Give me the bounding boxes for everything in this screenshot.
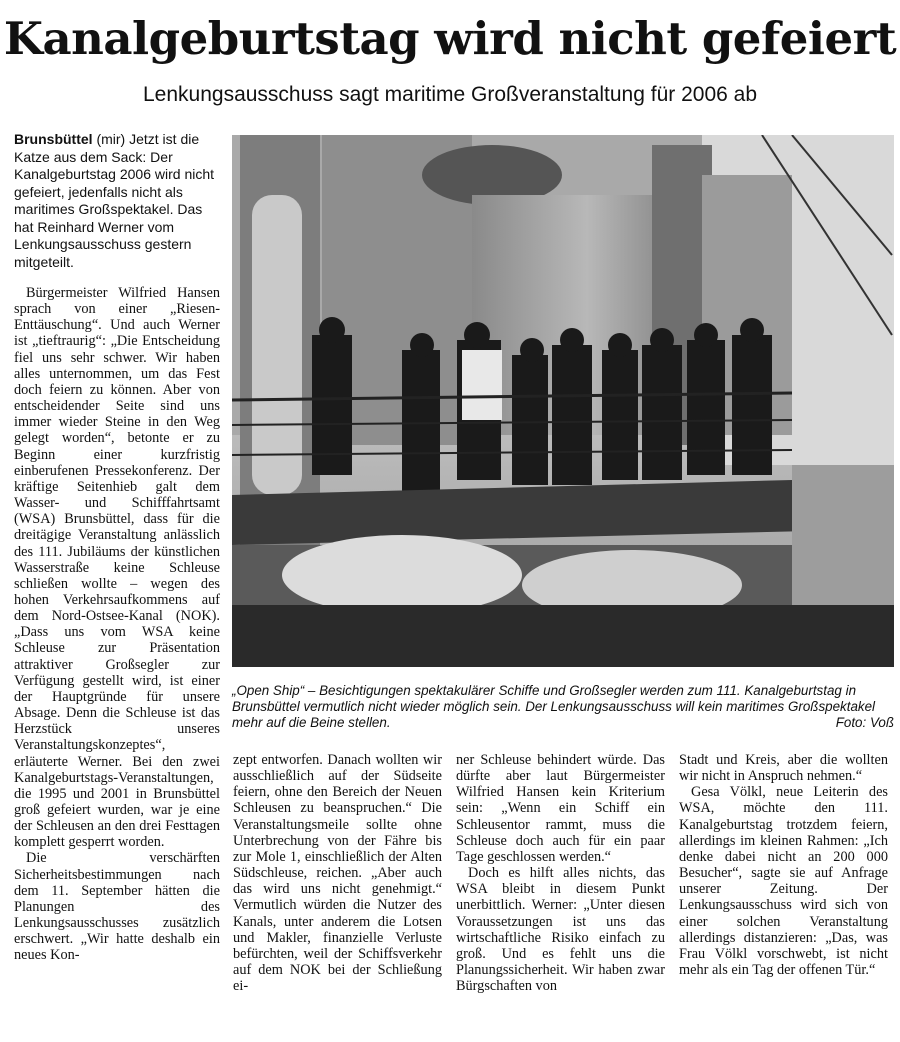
article-column-4: [679, 752, 888, 978]
article-column-2: [233, 752, 442, 994]
photo-caption: [232, 683, 894, 732]
headline: Kanalgeburtstag wird nicht gefeiert: [3, 12, 897, 65]
article-column-1: [14, 285, 220, 964]
caption-text: „Open Ship“ – Besichtigungen spektakulärer Schiffe und Großsegler werden zum 111. Kanalgeburtstag in Brunsbüttel vermutlich nicht wieder möglich sein. Der Lenkungsausschuss will kein maritimes Großspektakel mehr auf die Beine stellen.: [232, 683, 876, 731]
article-column-3: [456, 752, 665, 994]
body-paragraph: Stadt und Kreis, aber die wollten wir nicht in Anspruch nehmen.“: [679, 752, 888, 785]
body-paragraph: Doch es hilft alles nichts, das WSA bleibt in diesem Punkt unerbittlich. Werner: „Unter diesen Voraussetzungen ist uns das wirtschaftliche Risiko einfach zu groß. Und es fehlt uns die Planungssicherheit. Wir haben zwar Bürgschaften von: [456, 865, 665, 995]
ship-photo: [232, 135, 894, 667]
lead-paragraph: [14, 131, 220, 271]
body-paragraph: Die verschärften Sicherheitsbestimmungen nach dem 11. September hätten die Planungen des Lenkungsausschusses zusätzlich erschwert. „Wir hatte deshalb ein neues Kon-: [14, 850, 220, 964]
body-paragraph: Gesa Völkl, neue Leiterin des WSA, möchte den 111. Kanalgeburtstag trotzdem feiern, allerdings im kleinen Rahmen: „Ich denke dabei nicht an 200 000 Besucher“, sagte sie auf Anfrage unserer Zeitung. Der Lenkungsausschuss wird sich von einer solchen Veranstaltung allerdings distanzieren: „Das, was Frau Völkl vorschwebt, ist nicht mehr als ein Tag der offenen Tür.“: [679, 784, 888, 979]
photo-credit: Foto: Voß: [835, 715, 894, 731]
body-paragraph: ner Schleuse behindert würde. Das dürfte aber laut Bürgermeister Wilfried Hansen kein Kriterium sein: „Wenn ein Schiff ein Schleusentor rammt, muss die Schleuse doch auch für ein paar Tage geschlossen werden.“: [456, 752, 665, 865]
lead-text: (mir) Jetzt ist die Katze aus dem Sack: Der Kanalgeburtstag 2006 wird nicht gefeiert, jedenfalls nicht als maritimes Großspektakel. Das hat Reinhard Werner vom Lenkungsausschuss gestern mitgeteilt.: [14, 131, 215, 270]
dateline: Brunsbüttel: [14, 131, 93, 147]
subheadline: Lenkungsausschuss sagt maritime Großveranstaltung für 2006 ab: [143, 83, 757, 106]
body-paragraph: zept entworfen. Danach wollten wir ausschließlich auf der Südseite feiern, ohne den Bereich der Neuen Schleusen zu beanspruchen.“ Die Veranstaltungsmeile sollte ohne Unterbrechung von der Fähre bis zur Mole 1, einschließlich der Alten Südschleuse, reichen. „Aber auch das wird uns nicht genehmigt.“ Vermutlich würden die Nutzer des Kanals, unter anderem die Lotsen und Makler, finanzielle Verluste befürchten, weil der Schiffsverkehr auf dem NOK bei der Schließung ei-: [233, 752, 442, 995]
body-paragraph: Bürgermeister Wilfried Hansen sprach von einer „Riesen-Enttäuschung“. Und auch Werner ist „tieftraurig“: „Die Entscheidung fiel uns sehr schwer. Wir haben alles unternommen, um das Fest doch feiern zu können. Aber von entscheidender Seite sind uns immer wieder Steine in den Weg gelegt worden“, betonte er zu Beginn einer kurzfristig einberufenen Pressekonferenz. Der kräftige Seitenhieb galt dem Wasser- und Schifffahrtsamt (WSA) Brunsbüttel, dass für die dreitägige Veranstaltung anlässlich des 111. Jubiläums der künstlichen Wasserstraße keine Schleuse schließen wollte – wegen des hohen Verkehrsaufkommens auf dem Nord-Ostsee-Kanal (NOK). „Dass uns vom WSA keine Schleuse zur Präsentation attraktiver Großsegler zur Verfügung gestellt wird, ist einer der Hauptgründe für unsere Absage. Denn die Schleuse ist das Herzstück unseres Veranstaltungskonzeptes“, erläuterte Werner. Bei den zwei Kanalgeburtstags-Veranstaltungen, die 1995 und 2001 in Brunsbüttel groß gefeiert wurden, war je eine der Schleusen an den drei Festtagen komplett gesperrt worden.: [14, 285, 220, 851]
